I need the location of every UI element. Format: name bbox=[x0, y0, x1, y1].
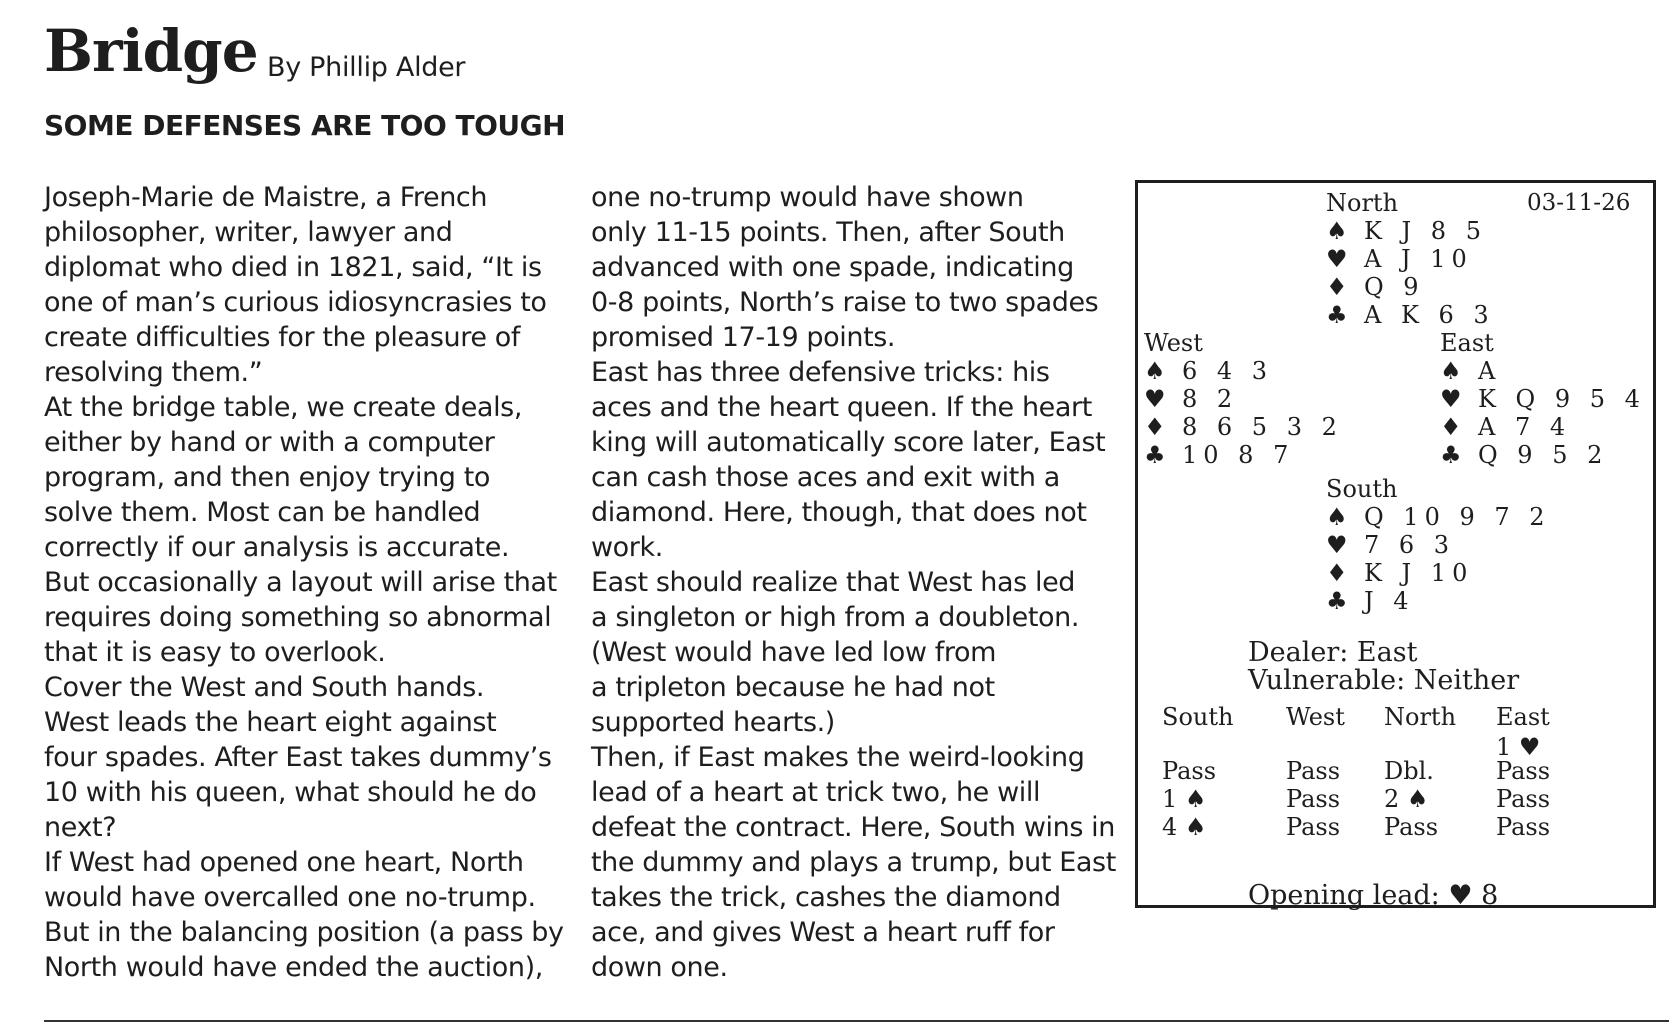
auction-row bbox=[1162, 733, 1622, 761]
article-line: create difficulties for the pleasure of bbox=[44, 322, 520, 353]
east-clubs: Q 9 5 2 bbox=[1478, 441, 1609, 469]
article-line: diplomat who died in 1821, said, “It is bbox=[44, 252, 542, 283]
article-line: defeat the contract. Here, South wins in bbox=[591, 812, 1115, 843]
club-icon: ♣ bbox=[1326, 301, 1348, 329]
auction-row bbox=[1162, 813, 1622, 841]
auction-header: North bbox=[1384, 703, 1457, 731]
north-spades: K J 8 5 bbox=[1364, 217, 1487, 245]
auction-bid: 4 ♠ bbox=[1162, 813, 1207, 841]
east-label: East bbox=[1440, 329, 1494, 357]
diamond-icon: ♦ bbox=[1440, 413, 1462, 441]
article-line: North would have ended the auction), bbox=[44, 952, 543, 983]
article-line: program, and then enjoy trying to bbox=[44, 462, 491, 493]
auction-row bbox=[1162, 757, 1622, 785]
east-hearts: K Q 9 5 4 bbox=[1478, 385, 1646, 413]
bridge-diagram bbox=[1135, 180, 1656, 911]
article-line: solve them. Most can be handled bbox=[44, 497, 481, 528]
north-diamonds: Q 9 bbox=[1364, 273, 1425, 301]
spade-icon: ♠ bbox=[1326, 217, 1348, 245]
diagram-date: 03-11-26 bbox=[1527, 190, 1631, 216]
dealer-text: Dealer: East bbox=[1248, 637, 1418, 668]
club-icon: ♣ bbox=[1144, 441, 1166, 469]
vulnerable-text: Vulnerable: Neither bbox=[1248, 665, 1520, 696]
article-line: West leads the heart eight against bbox=[44, 707, 497, 738]
south-label: South bbox=[1326, 475, 1398, 503]
north-hearts: A J 10 bbox=[1364, 245, 1473, 273]
article-line: takes the trick, cashes the diamond bbox=[591, 882, 1061, 913]
auction-header-row bbox=[1162, 703, 1622, 733]
south-diamonds: K J 10 bbox=[1364, 559, 1474, 587]
article-line: the dummy and plays a trump, but East bbox=[591, 847, 1116, 878]
west-spades: 6 4 3 bbox=[1182, 357, 1274, 385]
north-label: North bbox=[1326, 189, 1399, 217]
article-column-1 bbox=[44, 180, 584, 985]
auction-header: West bbox=[1286, 703, 1345, 731]
deal-info bbox=[1248, 639, 1519, 695]
spade-icon: ♠ bbox=[1326, 503, 1348, 531]
article-line: (West would have led low from bbox=[591, 637, 997, 668]
article-line: philosopher, writer, lawyer and bbox=[44, 217, 453, 248]
article-column-2 bbox=[591, 180, 1131, 985]
opening-lead: Opening lead: ♥ 8 bbox=[1248, 880, 1499, 911]
south-hand bbox=[1326, 475, 1551, 615]
south-spades: Q 10 9 7 2 bbox=[1364, 503, 1551, 531]
article-line: diamond. Here, though, that does not bbox=[591, 497, 1087, 528]
club-icon: ♣ bbox=[1440, 441, 1462, 469]
auction-bid: 2 ♠ bbox=[1384, 785, 1429, 813]
article-line: requires doing something so abnormal bbox=[44, 602, 552, 633]
heart-icon: ♥ bbox=[1326, 531, 1348, 559]
diamond-icon: ♦ bbox=[1144, 413, 1166, 441]
heart-icon: ♥ bbox=[1326, 245, 1348, 273]
west-diamonds: 8 6 5 3 2 bbox=[1182, 413, 1343, 441]
article-line: work. bbox=[591, 532, 663, 563]
west-label: West bbox=[1144, 329, 1203, 357]
east-hand bbox=[1440, 329, 1646, 469]
spade-icon: ♠ bbox=[1144, 357, 1166, 385]
article-line: one no-trump would have shown bbox=[591, 182, 1024, 213]
diamond-icon: ♦ bbox=[1326, 559, 1348, 587]
article-line: either by hand or with a computer bbox=[44, 427, 495, 458]
article-line: correctly if our analysis is accurate. bbox=[44, 532, 510, 563]
south-hearts: 7 6 3 bbox=[1364, 531, 1456, 559]
article-line: Cover the West and South hands. bbox=[44, 672, 485, 703]
auction-bid: Pass bbox=[1162, 757, 1217, 785]
south-clubs: J 4 bbox=[1364, 587, 1415, 615]
article-line: only 11-15 points. Then, after South bbox=[591, 217, 1065, 248]
auction-bid: Pass bbox=[1496, 785, 1551, 813]
article-line: advanced with one spade, indicating bbox=[591, 252, 1074, 283]
west-hearts: 8 2 bbox=[1182, 385, 1239, 413]
article-line: 0-8 points, North’s raise to two spades bbox=[591, 287, 1099, 318]
heart-icon: ♥ bbox=[1144, 385, 1166, 413]
auction-header: East bbox=[1496, 703, 1550, 731]
article-line: four spades. After East takes dummy’s bbox=[44, 742, 552, 773]
auction-bid: 1 ♠ bbox=[1162, 785, 1207, 813]
auction-header: South bbox=[1162, 703, 1234, 731]
auction-bid: Pass bbox=[1496, 757, 1551, 785]
column-title: Bridge bbox=[44, 17, 258, 85]
article-line: a singleton or high from a doubleton. bbox=[591, 602, 1080, 633]
article-line: next? bbox=[44, 812, 117, 843]
east-diamonds: A 7 4 bbox=[1478, 413, 1572, 441]
auction-row bbox=[1162, 785, 1622, 813]
auction-bid: Pass bbox=[1384, 813, 1439, 841]
article-line: At the bridge table, we create deals, bbox=[44, 392, 523, 423]
auction-bid: Dbl. bbox=[1384, 757, 1434, 785]
article-line: 10 with his queen, what should he do bbox=[44, 777, 537, 808]
headline: SOME DEFENSES ARE TOO TOUGH bbox=[44, 109, 566, 142]
north-clubs: A K 6 3 bbox=[1364, 301, 1495, 329]
article-line: If West had opened one heart, North bbox=[44, 847, 524, 878]
article-line: East should realize that West has led bbox=[591, 567, 1076, 598]
auction-bid: 1 ♥ bbox=[1496, 733, 1541, 761]
article-line: resolving them.” bbox=[44, 357, 263, 388]
heart-icon: ♥ bbox=[1440, 385, 1462, 413]
article-line: Then, if East makes the weird-looking bbox=[591, 742, 1085, 773]
auction-bid: Pass bbox=[1286, 785, 1341, 813]
auction-bid: Pass bbox=[1496, 813, 1551, 841]
article-line: But in the balancing position (a pass by bbox=[44, 917, 564, 948]
auction-bid: Pass bbox=[1286, 757, 1341, 785]
article-line: East has three defensive tricks: his bbox=[591, 357, 1050, 388]
north-hand bbox=[1326, 189, 1495, 329]
diamond-icon: ♦ bbox=[1326, 273, 1348, 301]
east-spades: A bbox=[1478, 357, 1502, 385]
article-line: But occasionally a layout will arise that bbox=[44, 567, 557, 598]
article-line: one of man’s curious idiosyncrasies to bbox=[44, 287, 547, 318]
article-line: would have overcalled one no-trump. bbox=[44, 882, 536, 913]
article-line: promised 17-19 points. bbox=[591, 322, 896, 353]
article-line: that it is easy to overlook. bbox=[44, 637, 386, 668]
article-line: aces and the heart queen. If the heart bbox=[591, 392, 1092, 423]
west-hand bbox=[1144, 329, 1343, 469]
article-line: can cash those aces and exit with a bbox=[591, 462, 1060, 493]
article-line: ace, and gives West a heart ruff for bbox=[591, 917, 1055, 948]
club-icon: ♣ bbox=[1326, 587, 1348, 615]
article-line: Joseph-Marie de Maistre, a French bbox=[44, 182, 488, 213]
article-line: king will automatically score later, East bbox=[591, 427, 1106, 458]
spade-icon: ♠ bbox=[1440, 357, 1462, 385]
west-clubs: 10 8 7 bbox=[1182, 441, 1295, 469]
byline: By Phillip Alder bbox=[267, 52, 466, 83]
article-line: a tripleton because he had not bbox=[591, 672, 995, 703]
bottom-rule bbox=[44, 1020, 1669, 1022]
article-line: lead of a heart at trick two, he will bbox=[591, 777, 1041, 808]
article-line: down one. bbox=[591, 952, 728, 983]
article-line: supported hearts.) bbox=[591, 707, 835, 738]
auction-bid: Pass bbox=[1286, 813, 1341, 841]
auction-table bbox=[1162, 703, 1622, 841]
